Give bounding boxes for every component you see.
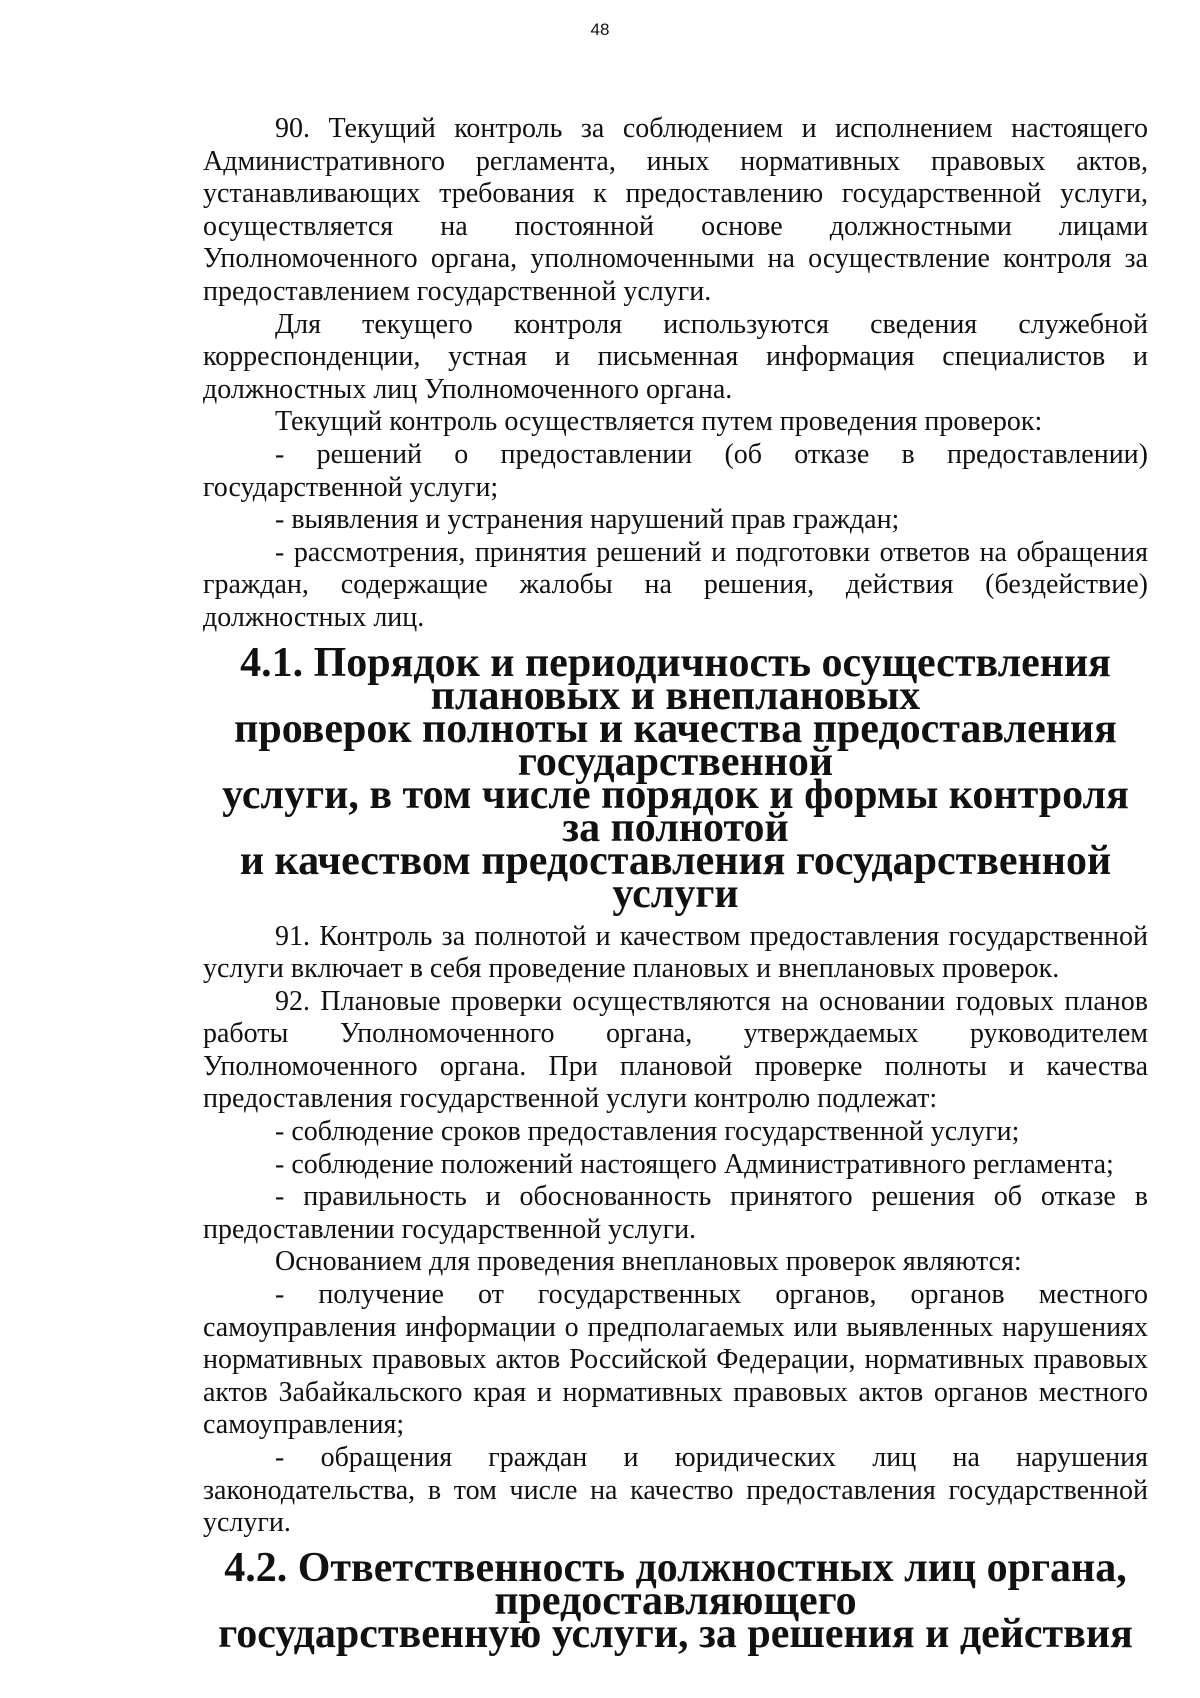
heading-line: услуги, в том числе порядок и формы контроля за полнотой <box>222 771 1129 851</box>
document-body <box>203 113 1148 1661</box>
list-item-regulation-compliance: - соблюдение положений настоящего Административного регламента; <box>275 1148 1114 1180</box>
list-item-authority-information: - получение от государственных органов, органов местного самоуправления информации о предполагаемых или выявленных нарушениях нормативных правовых актов Российской Федерации, нормативных правовых актов Забайкальского края и нормативных правовых актов органов местного самоуправления; <box>203 1279 1148 1441</box>
list-item-citizen-appeals: - обращения граждан и юридических лиц на нарушения законодательства, в том числе на качество предоставления государственной услуги. <box>203 1442 1148 1539</box>
paragraph-90: 90. Текущий контроль за соблюдением и исполнением настоящего Административного регламента, иных нормативных правовых актов, устанавливающих требования к предоставлению государственной услуги, осуществляется на постоянной основе должностными лицами Уполномоченного органа, уполномоченными на осуществление контроля за предоставлением государственной услуги. <box>203 113 1148 307</box>
list-item-violations: - выявления и устранения нарушений прав граждан; <box>275 504 900 536</box>
section-heading-4-2 <box>203 1544 1148 1657</box>
list-item-deadlines: - соблюдение сроков предоставления государственной услуги; <box>275 1116 1020 1148</box>
heading-line: государственную услуги, за решения и действия <box>218 1610 1133 1657</box>
paragraph-current-control-method: Текущий контроль осуществляется путем проведения проверок: <box>275 406 1043 438</box>
heading-line: проверок полноты и качества предоставления государственной <box>234 705 1117 785</box>
paragraph-current-control-sources: Для текущего контроля используются сведения служебной корреспонденции, устная и письменная информация специалистов и должностных лиц Уполномоченного органа. <box>203 308 1148 405</box>
heading-line: 4.2. Ответственность должностных лиц органа, предоставляющего <box>224 1544 1127 1624</box>
heading-line: и качеством предоставления государственной услуги <box>239 837 1112 917</box>
list-item-refusal-validity: - правильность и обоснованность принятого решения об отказе в предоставлении государственной услуги. <box>203 1181 1148 1245</box>
paragraph-92: 92. Плановые проверки осуществляются на основании годовых планов работы Уполномоченного органа, утверждаемых руководителем Уполномоченного органа. При плановой проверке полноты и качества предоставления государственной услуги контролю подлежат: <box>203 985 1148 1115</box>
list-item-complaints: - рассмотрения, принятия решений и подготовки ответов на обращения граждан, содержащие жалобы на решения, действия (бездействие) должностных лиц. <box>203 536 1148 633</box>
heading-line: 4.1. Порядок и периодичность осуществления плановых и внеплановых <box>240 639 1111 719</box>
paragraph-unscheduled-grounds: Основанием для проведения внеплановых проверок являются: <box>275 1246 1022 1278</box>
section-heading-4-1 <box>203 639 1148 917</box>
list-item-decisions: - решений о предоставлении (об отказе в предоставлении) государственной услуги; <box>203 438 1148 503</box>
paragraph-91: 91. Контроль за полнотой и качеством предоставления государственной услуги включает в себя проведение плановых и внеплановых проверок. <box>203 920 1148 985</box>
page-number: 48 <box>590 20 610 39</box>
